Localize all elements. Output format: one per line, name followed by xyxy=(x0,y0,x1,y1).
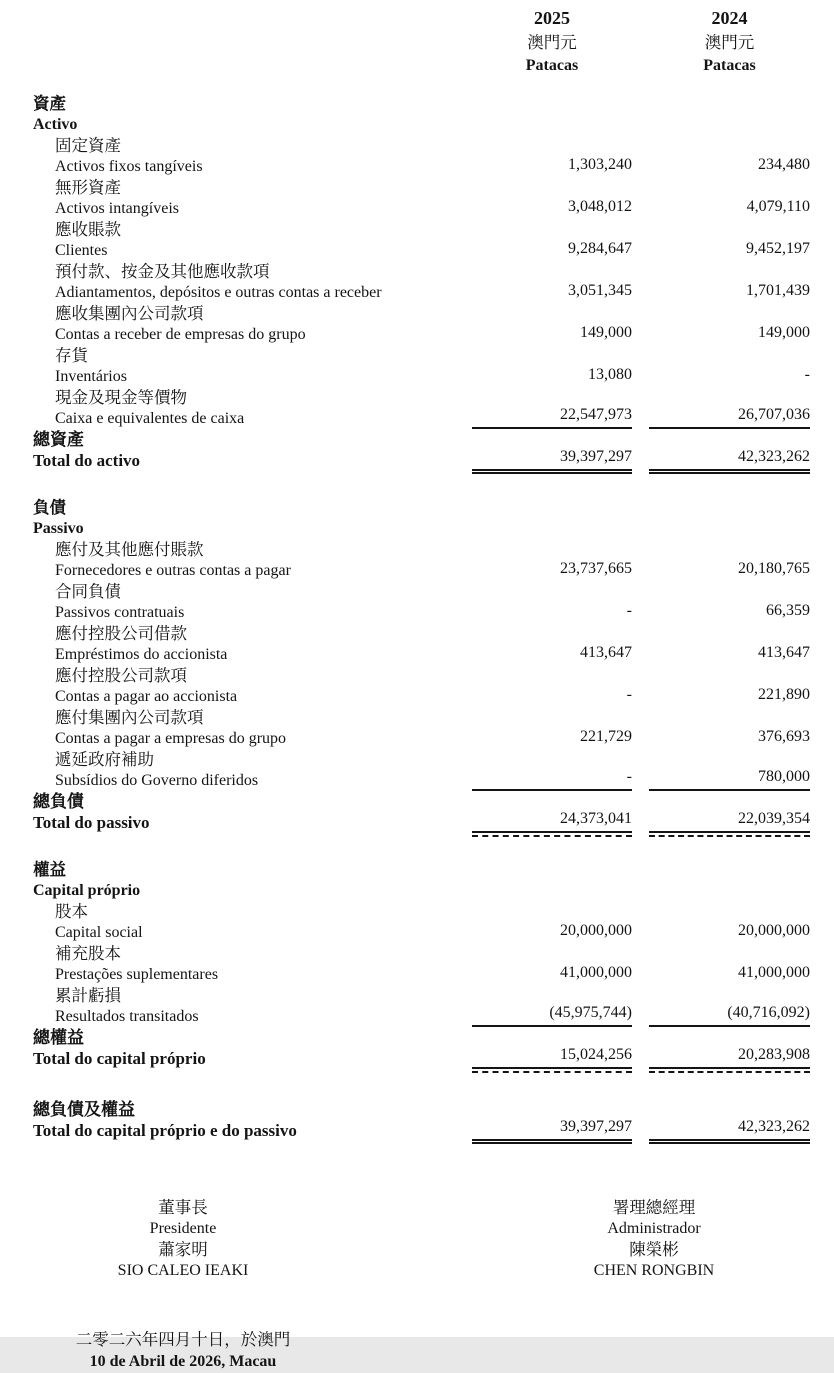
signature-block-president xyxy=(33,1197,333,1281)
section-title xyxy=(0,497,834,539)
value-2025: 1,303,240 xyxy=(568,156,632,173)
row-label xyxy=(33,219,472,261)
value-2025: 13,080 xyxy=(588,366,632,383)
section-liabilities xyxy=(0,497,834,833)
year-label-2025: 2025 xyxy=(534,8,570,28)
line-item-row xyxy=(0,345,834,387)
row-label xyxy=(33,135,472,177)
row-label-pt: Clientes xyxy=(55,242,108,259)
row-label-zh: 應收賬款 xyxy=(55,220,121,239)
signature-title-pt: Administrador xyxy=(607,1220,701,1237)
line-item-row xyxy=(0,707,834,749)
row-label xyxy=(33,429,472,471)
value-2025: 9,284,647 xyxy=(568,240,632,257)
row-label-pt: Contas a receber de empresas do grupo xyxy=(55,326,306,343)
currency-zh-2025: 澳門元 xyxy=(527,33,577,52)
line-item-row xyxy=(0,665,834,707)
row-label-pt: Resultados transitados xyxy=(55,1008,199,1025)
value-2025: 23,737,665 xyxy=(560,560,632,577)
row-label-pt: Subsídios do Governo diferidos xyxy=(55,772,259,789)
section-title-pt: Activo xyxy=(33,116,78,133)
row-label xyxy=(33,345,472,387)
row-label-pt: Activos intangíveis xyxy=(55,200,179,217)
year-label-2024: 2024 xyxy=(711,8,748,28)
row-label xyxy=(33,1027,472,1069)
line-item-row xyxy=(0,901,834,943)
row-label-zh: 存貨 xyxy=(55,346,88,365)
row-label-zh: 總資產 xyxy=(33,430,84,449)
row-label-zh: 應收集團內公司款項 xyxy=(55,304,204,323)
total-row xyxy=(0,1099,834,1141)
line-item-row xyxy=(0,177,834,219)
row-label-zh: 應付及其他應付賬款 xyxy=(55,540,204,559)
row-label xyxy=(33,303,472,345)
line-item-row xyxy=(0,943,834,985)
value-2024: 42,323,262 xyxy=(649,1116,810,1141)
row-label-zh: 總權益 xyxy=(33,1028,84,1047)
row-label-pt: Total do passivo xyxy=(33,813,150,832)
row-label xyxy=(33,707,472,749)
value-2025: - xyxy=(626,686,632,703)
value-2024: 234,480 xyxy=(758,156,810,173)
line-item-row xyxy=(0,581,834,623)
section-title xyxy=(0,93,834,135)
signature-name-zh: 蕭家明 xyxy=(158,1240,208,1259)
value-2024: 376,693 xyxy=(758,728,810,745)
section-title-zh: 資產 xyxy=(33,94,66,113)
section-title-label xyxy=(33,93,472,135)
value-2024: 20,283,908 xyxy=(649,1044,810,1069)
value-2025: 149,000 xyxy=(580,324,632,341)
section-title-label xyxy=(33,859,472,901)
value-2024: 41,000,000 xyxy=(738,964,810,981)
signature-name-latin: SIO CALEO IEAKI xyxy=(117,1262,249,1279)
value-2024: 22,039,354 xyxy=(649,808,810,833)
line-item-row xyxy=(0,135,834,177)
section-title-pt: Passivo xyxy=(33,520,84,537)
date-block xyxy=(33,1329,333,1373)
value-2024: - xyxy=(804,366,810,383)
row-label xyxy=(33,387,472,429)
value-2024: 4,079,110 xyxy=(746,198,810,215)
row-label-zh: 合同負債 xyxy=(55,582,121,601)
row-label-pt: Total do capital próprio e do passivo xyxy=(33,1121,297,1140)
row-label-pt: Activos fixos tangíveis xyxy=(55,158,203,175)
row-label-zh: 累計虧損 xyxy=(55,986,121,1005)
date-zh: 二零二六年四月十日，於澳門 xyxy=(75,1330,291,1349)
value-2024: 780,000 xyxy=(649,766,810,791)
total-row xyxy=(0,791,834,833)
row-label xyxy=(33,581,472,623)
row-label-pt: Empréstimos do accionista xyxy=(55,646,228,663)
line-item-row xyxy=(0,261,834,303)
row-label xyxy=(33,791,472,833)
signature-title-zh: 署理總經理 xyxy=(612,1198,696,1217)
value-2025: 221,729 xyxy=(580,728,632,745)
total-row xyxy=(0,1027,834,1069)
row-label xyxy=(33,665,472,707)
row-label-zh: 補充股本 xyxy=(55,944,121,963)
value-2025: 15,024,256 xyxy=(472,1044,632,1069)
row-label-pt: Total do activo xyxy=(33,451,141,470)
row-label xyxy=(33,1099,472,1141)
section-title-label xyxy=(33,497,472,539)
row-label-pt: Prestações suplementares xyxy=(55,966,219,983)
row-label-pt: Total do capital próprio xyxy=(33,1049,206,1068)
currency-label-2025: Patacas xyxy=(525,57,579,74)
line-item-row xyxy=(0,219,834,261)
signature-title-pt: Presidente xyxy=(149,1220,217,1237)
row-label-pt: Capital social xyxy=(55,924,143,941)
value-2025: 22,547,973 xyxy=(472,404,632,429)
value-2024: 1,701,439 xyxy=(746,282,810,299)
row-label-zh: 應付集團內公司款項 xyxy=(55,708,204,727)
signature-block-administrator xyxy=(504,1197,804,1281)
line-item-row xyxy=(0,985,834,1027)
value-2025: 3,051,345 xyxy=(568,282,632,299)
value-2024: 20,000,000 xyxy=(738,922,810,939)
row-label-zh: 股本 xyxy=(55,902,88,921)
signature-name-zh: 陳榮彬 xyxy=(629,1240,679,1259)
value-2024: 26,707,036 xyxy=(649,404,810,429)
line-item-row xyxy=(0,303,834,345)
section-title-zh: 權益 xyxy=(33,860,66,879)
currency-zh-2024: 澳門元 xyxy=(704,33,755,52)
line-item-row xyxy=(0,387,834,429)
value-2024: (40,716,092) xyxy=(649,1002,810,1027)
value-2024: 221,890 xyxy=(758,686,810,703)
grand-total-section xyxy=(0,1099,834,1141)
row-label-zh: 現金及現金等價物 xyxy=(55,388,187,407)
row-label xyxy=(33,901,472,943)
row-label-zh: 預付款、按金及其他應收款項 xyxy=(55,262,270,281)
row-label-zh: 總負債及權益 xyxy=(33,1100,135,1119)
section-equity xyxy=(0,859,834,1069)
row-label-zh: 應付控股公司借款 xyxy=(55,624,187,643)
line-item-row xyxy=(0,749,834,791)
signature-area xyxy=(0,1197,834,1281)
row-label-pt: Inventários xyxy=(55,368,127,385)
row-label-pt: Caixa e equivalentes de caixa xyxy=(55,410,245,427)
date-pt: 10 de Abril de 2026, Macau xyxy=(89,1353,277,1370)
line-item-row xyxy=(0,623,834,665)
value-2025: 3,048,012 xyxy=(568,198,632,215)
row-label-zh: 應付控股公司款項 xyxy=(55,666,187,685)
section-assets xyxy=(0,93,834,471)
value-2025: 41,000,000 xyxy=(560,964,632,981)
line-item-row xyxy=(0,539,834,581)
signature-title-zh: 董事長 xyxy=(158,1198,208,1217)
value-2024: 413,647 xyxy=(758,644,810,661)
value-2024: 66,359 xyxy=(766,602,810,619)
section-title-pt: Capital próprio xyxy=(33,882,141,899)
row-label-pt: Fornecedores e outras contas a pagar xyxy=(55,562,291,579)
column-header-row xyxy=(0,6,834,76)
row-label xyxy=(33,177,472,219)
section-title-zh: 負債 xyxy=(33,498,66,517)
value-2025: - xyxy=(472,766,632,791)
row-label-pt: Passivos contratuais xyxy=(55,604,185,621)
currency-label-2024: Patacas xyxy=(703,57,756,74)
value-2025: 20,000,000 xyxy=(560,922,632,939)
row-label xyxy=(33,261,472,303)
column-header-2024 xyxy=(649,6,810,76)
row-label-zh: 遞延政府補助 xyxy=(55,750,154,769)
value-2025: 413,647 xyxy=(580,644,632,661)
value-2025: 39,397,297 xyxy=(472,446,632,471)
column-header-2025 xyxy=(472,6,632,76)
section-title xyxy=(0,859,834,901)
row-label xyxy=(33,623,472,665)
value-2024: 9,452,197 xyxy=(746,240,810,257)
row-label-zh: 無形資產 xyxy=(55,178,121,197)
row-label xyxy=(33,539,472,581)
row-label-pt: Adiantamentos, depósitos e outras contas a receber xyxy=(55,284,382,301)
row-label-zh: 總負債 xyxy=(33,792,84,811)
row-label xyxy=(33,985,472,1027)
value-2025: - xyxy=(626,602,632,619)
total-row xyxy=(0,429,834,471)
value-2025: 24,373,041 xyxy=(472,808,632,833)
value-2024: 42,323,262 xyxy=(649,446,810,471)
value-2025: (45,975,744) xyxy=(472,1002,632,1027)
value-2024: 149,000 xyxy=(758,324,810,341)
row-label-zh: 固定資產 xyxy=(55,136,121,155)
row-label xyxy=(33,943,472,985)
value-2025: 39,397,297 xyxy=(472,1116,632,1141)
row-label-pt: Contas a pagar a empresas do grupo xyxy=(55,730,287,747)
value-2024: 20,180,765 xyxy=(738,560,810,577)
statement-body xyxy=(0,93,834,1141)
row-label xyxy=(33,749,472,791)
row-label-pt: Contas a pagar ao accionista xyxy=(55,688,238,705)
signature-name-latin: CHEN RONGBIN xyxy=(593,1262,715,1279)
